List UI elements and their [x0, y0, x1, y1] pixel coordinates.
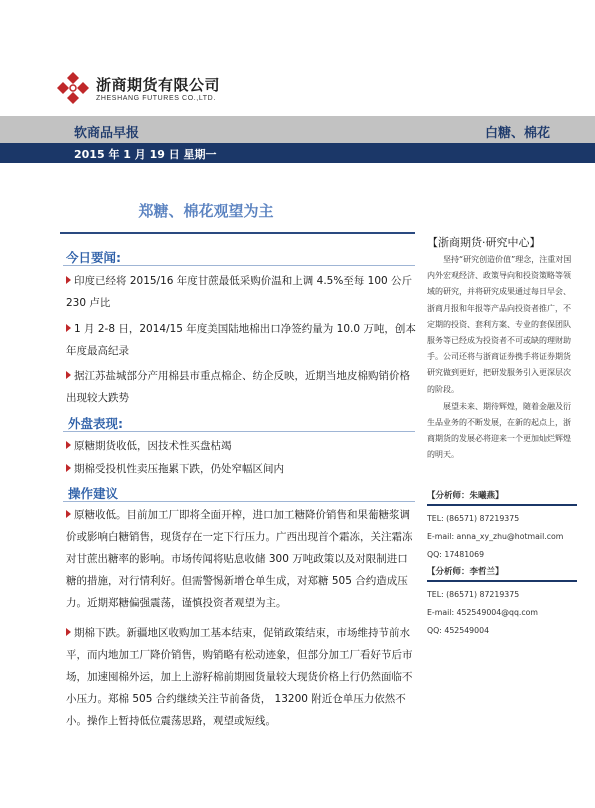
- analyst-card: [427, 488, 577, 564]
- news-item: 1 月 2-8 日，2014/15 年度美国陆地棉出口净签约量为 10.0 万吨，创本年度最高纪录: [66, 323, 416, 357]
- news-item: 印度已经将 2015/16 年度甘蔗最低采购价温和上调 4.5%至每 100 公斤230 卢比: [66, 275, 413, 309]
- research-center-title: 【浙商期货·研究中心】: [427, 236, 541, 249]
- intro-paragraph: 坚持“研究创造价值”理念，注重对国内外宏观经济、政策导向和投资策略等领域的研究，并将研究成果通过每日早会、浙商月报和年报等产品向投资者推广，不定期的投资、套利方案、专业的套保团队服务等已经成为投资者不可或缺的理财助手。公司还将与浙商证券携手将证券期货研究做到更好，把研发服务引入更深层次的阶段。: [427, 255, 572, 394]
- advice-item: 原糖收低。目前加工厂即将全面开榨，进口加工糖降价销售和果葡糖浆调价或影响白糖销售，现货存在一定下行压力。广西出现首个霜冻，关注霜冻对甘蔗出糖率的影响。市场传闻将贴息收储 300 万吨政策以及对限制进口糖的措施，对行情利好。但需警惕新增仓单生成，对郑糖 505 合约造成压力。近期郑糖偏强震荡，谨慎投资者观望为主。: [66, 509, 413, 609]
- zheshang-logo-icon: [55, 70, 91, 106]
- analyst-tel: TEL: (86571) 87219375: [427, 514, 520, 523]
- analyst-qq: QQ: 17481069: [427, 550, 485, 559]
- intro-paragraph: 展望未来、期待辉煌，随着金融及衍生品业务的不断发展，在新的起点上，浙商期货的发展必将迎来一个更加灿烂辉煌的明天。: [427, 401, 571, 460]
- news-divider: [63, 265, 415, 266]
- market-item: 原糖期货收低，因技术性买盘枯竭: [66, 435, 418, 457]
- market-heading: 外盘表现:: [68, 416, 123, 431]
- analyst-card: [427, 564, 577, 640]
- analyst-email[interactable]: E-mail: 452549004@qq.com: [427, 608, 539, 617]
- report-topic: 白糖、棉花: [484, 126, 550, 141]
- analyst-tel: TEL: (86571) 87219375: [427, 590, 520, 599]
- bullet-arrow-icon: [66, 510, 71, 518]
- analyst-email[interactable]: E-mail: anna_xy_zhu@hotmail.com: [427, 532, 564, 541]
- bullet-arrow-icon: [66, 371, 71, 379]
- advice-item: 期棉下跌。新疆地区收购加工基本结束，促销政策结束，市场维持节前水平，而内地加工厂降价销售，购销略有松动迹象，但部分加工厂看好节后市场，加速囤棉外运，加上上游籽棉前期囤货量较大现货价格上行仍然面临不小压力。郑棉 505 合约继续关注节前备货， 13200 附近仓单压力依然不小。操作上暂持低位震荡思路，观望或短线。: [66, 627, 413, 727]
- news-heading: 今日要闻:: [66, 250, 121, 265]
- analyst-divider: [427, 504, 577, 506]
- advice-heading: 操作建议: [68, 486, 119, 501]
- title-divider: [60, 232, 415, 234]
- market-divider: [63, 431, 415, 432]
- advice-divider: [63, 501, 415, 502]
- analyst-name: 【分析师：李哲兰】: [427, 567, 504, 577]
- analyst-name: 【分析师：朱曦燕】: [427, 491, 504, 501]
- report-type: 软商品早报: [74, 126, 140, 141]
- company-name-en: ZHESHANG FUTURES CO.,LTD.: [96, 95, 216, 102]
- market-item: 期棉受投机性卖压拖累下跌，仍处窄幅区间内: [66, 458, 418, 480]
- bullet-arrow-icon: [66, 464, 71, 472]
- bullet-arrow-icon: [66, 628, 71, 636]
- analyst-qq: QQ: 452549004: [427, 626, 490, 635]
- page-title: 郑糖、棉花观望为主: [138, 202, 274, 220]
- analyst-divider: [427, 580, 577, 582]
- bullet-arrow-icon: [66, 324, 71, 332]
- news-item: 据江苏盐城部分产用棉县市重点棉企、纺企反映，近期当地皮棉购销价格出现较大跌势: [66, 370, 410, 404]
- report-date: 2015 年 1 月 19 日 星期一: [74, 148, 217, 161]
- research-center-intro: [427, 252, 577, 464]
- company-name-cn: 浙商期货有限公司: [96, 76, 221, 94]
- bullet-arrow-icon: [66, 441, 71, 449]
- bullet-arrow-icon: [66, 276, 71, 284]
